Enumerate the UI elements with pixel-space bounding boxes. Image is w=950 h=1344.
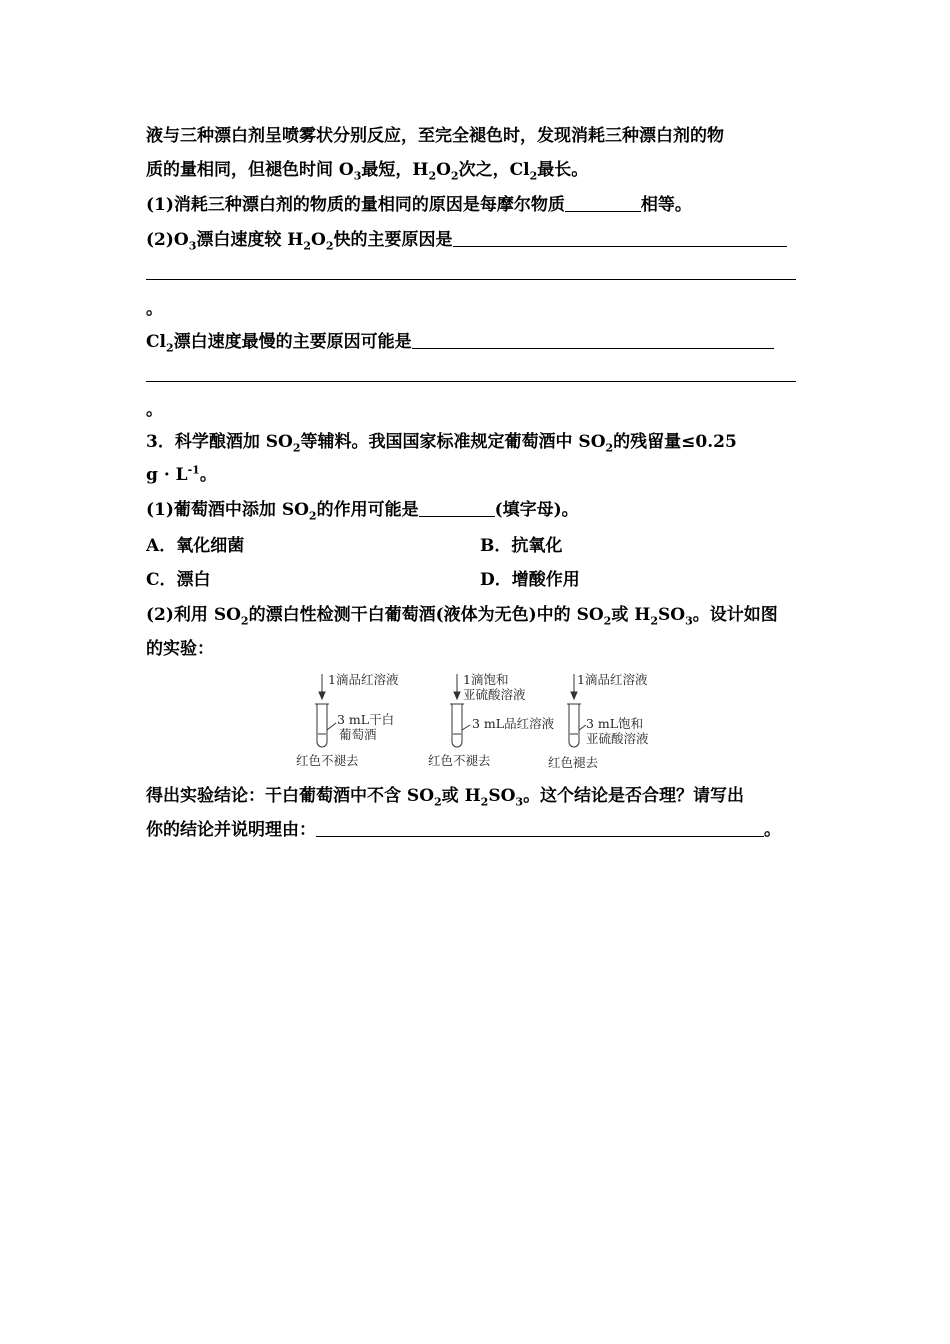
text: 等辅料。我国国家标准规定葡萄酒中 SO: [300, 432, 606, 452]
text: 的残留量≤0.25: [613, 432, 737, 452]
text: 。: [199, 465, 217, 485]
experiment-figure: [290, 668, 670, 780]
text: (1)消耗三种漂白剂的物质的量相同的原因是每摩尔物质: [146, 195, 565, 215]
text: 或 H: [441, 786, 481, 806]
question-3-1: [146, 494, 579, 526]
text: 液与三种漂白剂呈喷雾状分别反应，至完全褪色时，发现消耗三种漂白剂的物: [146, 126, 724, 146]
subscript: 3: [353, 169, 362, 183]
option-c[interactable]: C．漂白: [146, 570, 211, 590]
text: 。这个结论是否合理？请写出: [523, 786, 745, 806]
option-a[interactable]: A．氧化细菌: [146, 536, 245, 556]
question-2-cl: [146, 326, 774, 358]
text: 。设计如图: [692, 605, 778, 625]
tube2-drop-label: 1滴饱和: [463, 672, 509, 687]
question-3-unit: [146, 459, 217, 491]
text: O: [311, 230, 326, 250]
text: 或 H: [611, 605, 651, 625]
tube1-content-label: 3 mL干白: [337, 712, 395, 727]
text: (2)O: [146, 230, 189, 250]
text: 快的主要原因是: [333, 230, 453, 250]
subscript: 2: [605, 441, 614, 455]
subscript: 2: [603, 614, 612, 628]
subscript: 2: [308, 509, 317, 523]
answer-blank[interactable]: [453, 226, 787, 247]
subscript: 2: [529, 169, 538, 183]
subscript: 2: [650, 614, 658, 628]
text: Cl: [146, 332, 166, 352]
text: 漂白速度最慢的主要原因可能是: [173, 332, 412, 352]
subscript: 2: [303, 239, 312, 253]
option-d[interactable]: D．增酸作用: [480, 570, 580, 590]
question-3-2-cont: [146, 633, 214, 665]
text: SO: [657, 605, 686, 625]
superscript: -1: [187, 463, 200, 477]
text: 的作用可能是: [316, 500, 419, 520]
period-line: [146, 293, 163, 325]
option-b[interactable]: B．抗氧化: [480, 536, 563, 556]
question-2: [146, 224, 787, 256]
period-line: [146, 394, 163, 426]
text: O: [436, 160, 451, 180]
subscript: 2: [450, 169, 459, 183]
subscript: 2: [434, 795, 442, 809]
answer-blank-line[interactable]: [146, 278, 796, 280]
paragraph-line: [146, 154, 588, 186]
question-3-2: [146, 599, 778, 631]
text: 次之，Cl: [458, 160, 530, 180]
answer-blank-line[interactable]: [146, 380, 796, 382]
tube3-content-label: 3 mL饱和: [586, 716, 644, 731]
subscript: 3: [515, 795, 524, 809]
text: SO: [488, 786, 516, 806]
text: 你的结论并说明理由：: [146, 820, 316, 840]
subscript: 2: [480, 795, 489, 809]
answer-blank[interactable]: [316, 816, 764, 837]
tube2-result: 红色不褪去: [428, 753, 491, 768]
answer-blank[interactable]: [412, 328, 774, 349]
tube3-result: 红色褪去: [548, 755, 599, 770]
paragraph-line: [146, 120, 724, 152]
text: 3．科学酿酒加 SO: [146, 432, 293, 452]
conclusion-line: [146, 780, 744, 812]
text: 最长。: [537, 160, 589, 180]
tube3-content-label-2: 亚硫酸溶液: [586, 731, 649, 746]
text: ·: [163, 465, 170, 485]
text: 质的量相同，但褪色时间 O: [146, 160, 354, 180]
question-1: [146, 189, 692, 221]
text: 得出实验结论：干白葡萄酒中不含 SO: [146, 786, 435, 806]
tube1-content-label-2: 葡萄酒: [339, 727, 377, 742]
subscript: 3: [685, 614, 693, 628]
tube2-drop-label-2: 亚硫酸溶液: [463, 687, 526, 702]
subscript: 2: [166, 341, 174, 355]
text: 的漂白性检测干白葡萄酒(液体为无色)中的 SO: [248, 605, 604, 625]
conclusion-answer-line: [146, 814, 781, 846]
answer-blank[interactable]: [565, 191, 641, 212]
text: (2)利用 SO: [146, 605, 241, 625]
text: g: [146, 465, 158, 485]
text: L: [175, 465, 188, 485]
text: (1)葡萄酒中添加 SO: [146, 500, 309, 520]
text: 最短，H: [361, 160, 429, 180]
text: 相等。: [640, 195, 692, 215]
subscript: 3: [188, 239, 197, 253]
text: 。: [146, 400, 163, 420]
subscript: 2: [325, 239, 334, 253]
subscript: 2: [428, 169, 437, 183]
text: 漂白速度较 H: [196, 230, 304, 250]
tube1-result: 红色不褪去: [296, 753, 359, 768]
tube3-drop-label: 1滴品红溶液: [577, 672, 648, 687]
text: 的实验：: [146, 639, 214, 659]
subscript: 2: [240, 614, 249, 628]
tube1-drop-label: 1滴品红溶液: [328, 672, 399, 687]
text: 。: [764, 820, 781, 840]
answer-blank[interactable]: [419, 496, 495, 517]
text: 。: [146, 299, 163, 319]
text: (填字母)。: [494, 500, 579, 520]
question-3: [146, 426, 737, 458]
tube2-content-label: 3 mL品红溶液: [472, 716, 555, 731]
subscript: 2: [292, 441, 301, 455]
